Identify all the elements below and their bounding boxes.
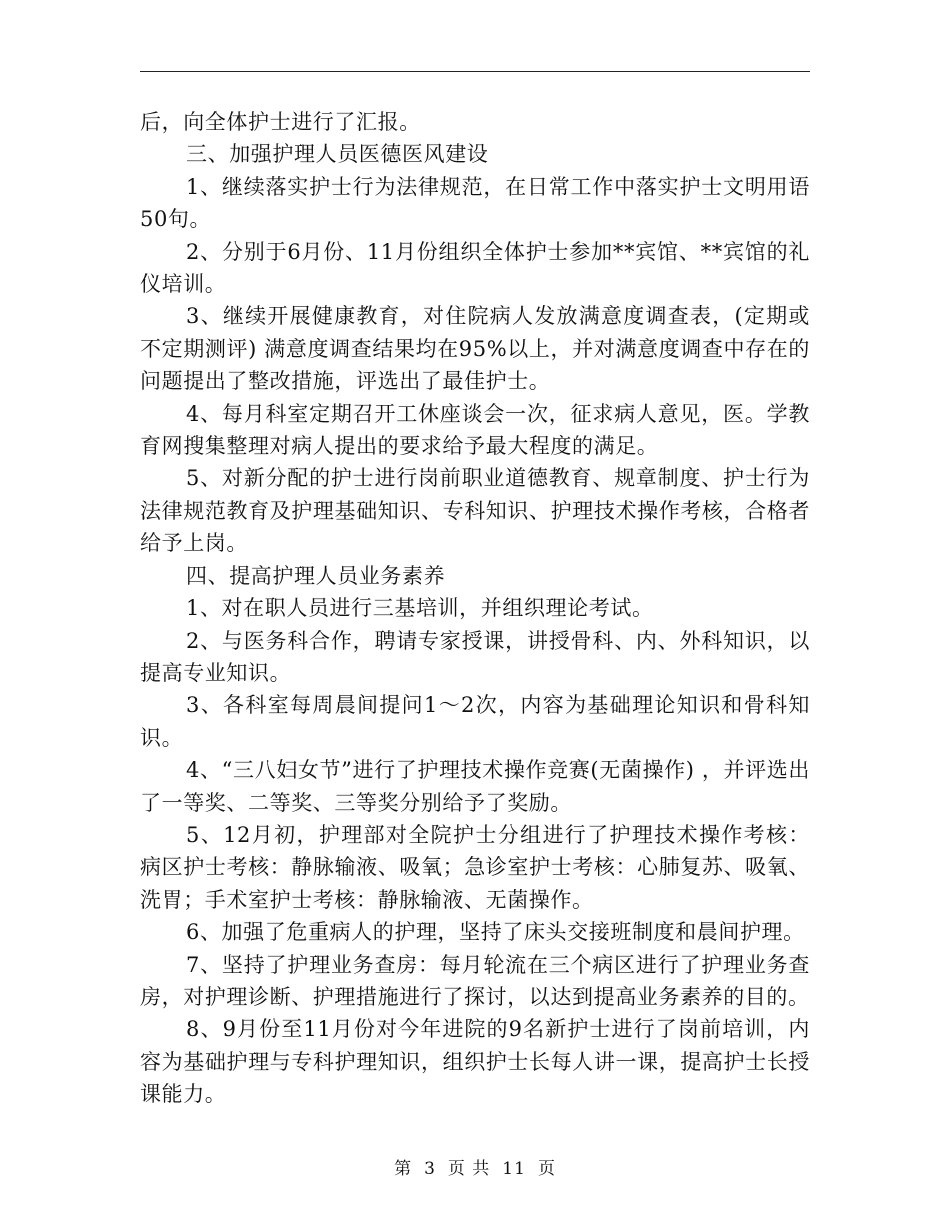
page-footer [0,1154,950,1179]
paragraph: 8、9月份至11月份对今年进院的9名新护士进行了岗前培训，内容为基础护理与专科护理知识，组织护士长每人讲一课，提高护士长授课能力。 [140,1017,810,1107]
paragraph: 1、继续落实护士行为法律规范，在日常工作中落实护士文明用语50句。 [140,174,810,232]
footer-suffix: 页 [537,1159,556,1179]
paragraph: 3、继续开展健康教育，对住院病人发放满意度调查表，(定期或不定期测评) 满意度调查结果均在95%以上，并对满意度调查中存在的问题提出了整改措施，评选出了最佳护士。 [140,304,810,394]
section-heading-3: 三、加强护理人员医德医风建设 [186,142,489,167]
footer-current-page: 3 [424,1159,436,1179]
footer-prefix: 第 [394,1159,413,1179]
document-body [140,106,810,1111]
paragraph: 3、各科室每周晨间提问1～2次，内容为基础理论知识和骨科知识。 [140,693,810,750]
paragraph: 2、分别于6月份、11月份组织全体护士参加**宾馆、**宾馆的礼仪培训。 [140,239,810,297]
footer-total-pages: 11 [502,1159,526,1179]
paragraph: 7、坚持了护理业务查房：每月轮流在三个病区进行了护理业务查房，对护理诊断、护理措施进行了探讨，以达到提高业务素养的目的。 [140,952,810,1009]
header-rule [140,71,810,72]
section-heading-4: 四、提高护理人员业务素养 [186,563,446,588]
paragraph: 5、12月初，护理部对全院护士分组进行了护理技术操作考核：病区护士考核：静脉输液、吸氧；急诊室护士考核：心肺复苏、吸氧、洗胃；手术室护士考核：静脉输液、无菌操作。 [140,822,810,912]
paragraph: 6、加强了危重病人的护理，坚持了床头交接班制度和晨间护理。 [186,920,805,945]
footer-middle: 页 共 [447,1159,491,1179]
paragraph: 1、对在职人员进行三基培训，并组织理论考试。 [186,596,654,621]
paragraph: 2、与医务科合作，聘请专家授课，讲授骨科、内、外科知识，以提高专业知识。 [140,628,810,685]
paragraph-continuation: 后，向全体护士进行了汇报。 [140,110,421,134]
paragraph: 4、“三八妇女节”进行了护理技术操作竞赛(无菌操作) ，并评选出了一等奖、二等奖、三等奖分别给予了奖励。 [140,758,810,815]
paragraph: 5、对新分配的护士进行岗前职业道德教育、规章制度、护士行为法律规范教育及护理基础知识、专科知识、护理技术操作考核，合格者给予上岗。 [140,466,810,556]
paragraph: 4、每月科室定期召开工休座谈会一次，征求病人意见，医。学教育网搜集整理对病人提出的要求给予最大程度的满足。 [140,401,810,459]
